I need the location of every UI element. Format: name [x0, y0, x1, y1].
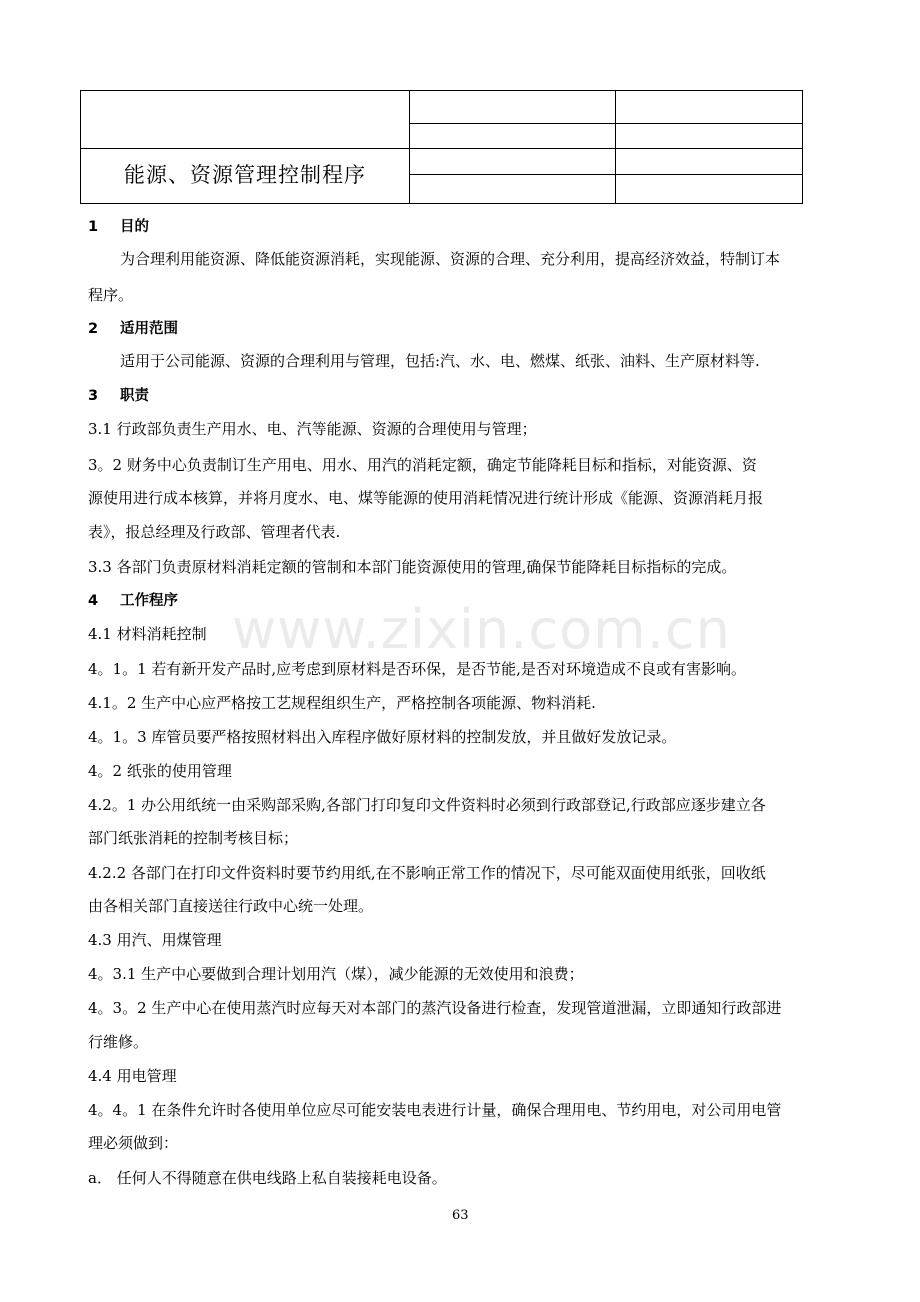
- section-number: 3: [88, 388, 99, 404]
- section-title: 工作程序: [120, 593, 178, 609]
- header-blank-cell: [81, 91, 410, 149]
- paragraph-line: 4。1。3 库管员要严格按照材料出入库程序做好原材料的控制发放，并且做好发放记录。: [88, 728, 677, 746]
- section-heading: [88, 385, 149, 407]
- paragraph-line: 源使用进行成本核算，并将月度水、电、煤等能源的使用消耗情况进行统计形成《能源、资源消耗月报: [88, 489, 764, 507]
- section-heading: [88, 216, 149, 238]
- header-field-cell: [410, 175, 616, 204]
- paragraph-line: 为合理利用能资源、降低能资源消耗，实现能源、资源的合理、充分利用，提高经济效益，特制订本: [120, 250, 781, 268]
- paragraph-line: 表》，报总经理及行政部、管理者代表.: [88, 523, 341, 541]
- paragraph-line: 4.2.2 各部门在打印文件资料时要节约用纸,在不影响正常工作的情况下，尽可能双面使用纸张，回收纸: [88, 864, 766, 882]
- paragraph-line: 4.1 材料消耗控制: [88, 625, 207, 643]
- header-value-cell: [616, 91, 803, 124]
- paragraph-line: 程序。: [88, 286, 134, 304]
- paragraph-line: 适用于公司能源、资源的合理利用与管理，包括:汽、水、电、燃煤、纸张、油料、生产原材料等.: [120, 352, 760, 370]
- section-heading: [88, 590, 178, 612]
- header-field-cell: [410, 149, 616, 175]
- paragraph-line: 3。2 财务中心负责制订生产用电、用水、用汽的消耗定额，确定节能降耗目标和指标，对能资源、资: [88, 456, 757, 474]
- paragraph-line: 行维修。: [88, 1033, 149, 1051]
- paragraph-line: 4。4。1 在条件允许时各使用单位应尽可能安装电表进行计量，确保合理用电、节约用电，对公司用电管: [88, 1101, 782, 1119]
- paragraph-line: 由各相关部门直接送往行政中心统一处理。: [88, 897, 374, 915]
- paragraph-line: 4。3。2 生产中心在使用蒸汽时应每天对本部门的蒸汽设备进行检查，发现管道泄漏，立即通知行政部进: [88, 999, 782, 1017]
- paragraph-line: 4.2。1 办公用纸统一由采购部采购,各部门打印复印文件资料时必须到行政部登记,行政部应逐步建立各: [88, 796, 766, 814]
- paragraph-line: 4.1。2 生产中心应严格按工艺规程组织生产，严格控制各项能源、物料消耗.: [88, 694, 596, 712]
- paragraph-line: 4.4 用电管理: [88, 1067, 177, 1085]
- header-value-cell: [616, 149, 803, 175]
- paragraph-line: 理必须做到：: [88, 1134, 179, 1152]
- paragraph-line: 3.3 各部门负责原材料消耗定额的管制和本部门能资源使用的管理,确保节能降耗目标指标的完成。: [88, 558, 737, 576]
- watermark: www.zixin.com.cn: [232, 598, 731, 661]
- paragraph-line: 4。2 纸张的使用管理: [88, 762, 232, 780]
- header-value-cell: [616, 175, 803, 204]
- document-title: 能源、资源管理控制程序: [81, 149, 410, 204]
- paragraph-line: 4。3.1 生产中心要做到合理计划用汽（煤），减少能源的无效使用和浪费；: [88, 965, 584, 983]
- paragraph-line: 部门纸张消耗的控制考核目标；: [88, 829, 299, 847]
- header-field-cell: [410, 91, 616, 124]
- document-header-table: [80, 90, 803, 204]
- header-value-cell: [616, 124, 803, 149]
- section-number: 2: [88, 321, 99, 337]
- section-title: 适用范围: [120, 321, 178, 337]
- page-number: 63: [452, 1208, 469, 1223]
- section-number: 4: [88, 593, 99, 609]
- paragraph-line: 4.3 用汽、用煤管理: [88, 931, 222, 949]
- paragraph-line: a． 任何人不得随意在供电线路上私自装接耗电设备。: [88, 1169, 447, 1187]
- section-title: 职责: [120, 388, 149, 404]
- paragraph-line: 4。1。1 若有新开发产品时,应考虑到原材料是否环保，是否节能,是否对环境造成不良或有害影响。: [88, 660, 746, 678]
- header-field-cell: [410, 124, 616, 149]
- paragraph-line: 3.1 行政部负责生产用水、电、汽等能源、资源的合理使用与管理；: [88, 420, 537, 438]
- section-title: 目的: [120, 219, 149, 235]
- section-heading: [88, 318, 178, 340]
- section-number: 1: [88, 219, 99, 235]
